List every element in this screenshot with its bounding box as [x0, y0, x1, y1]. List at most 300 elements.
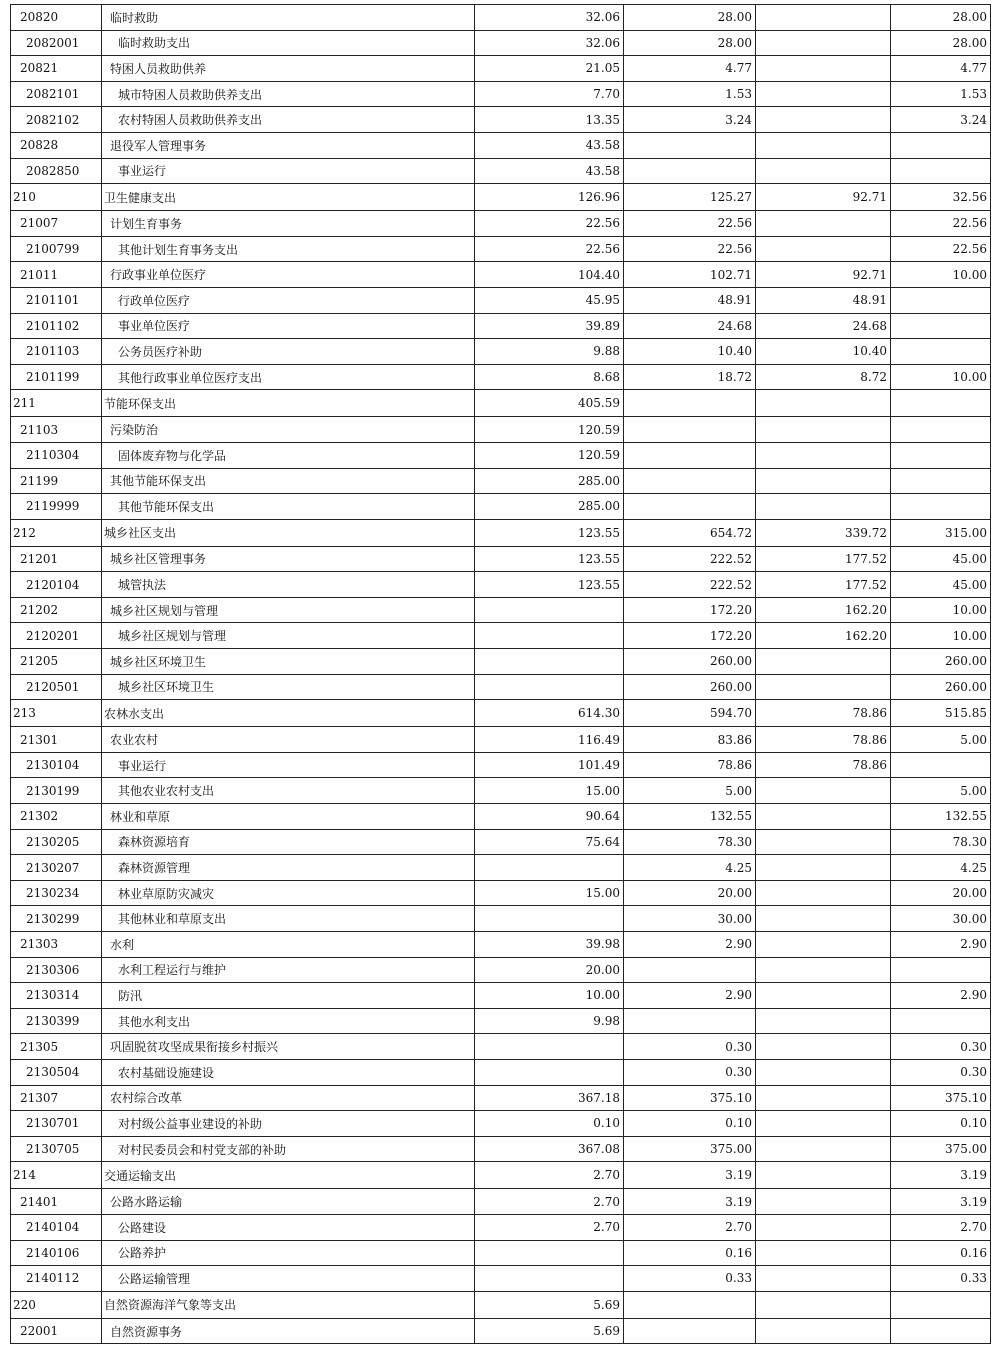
value-col-1: 45.95 — [475, 287, 624, 313]
value-col-2: 594.70 — [624, 700, 756, 727]
value-col-3: 10.40 — [756, 339, 891, 365]
value-col-4: 3.24 — [891, 107, 991, 133]
subject-code: 2140104 — [11, 1214, 102, 1240]
subject-name: 自然资源事务 — [102, 1318, 475, 1344]
value-col-2: 28.00 — [624, 30, 756, 56]
value-col-3 — [756, 983, 891, 1009]
value-col-3 — [756, 236, 891, 262]
value-col-1: 90.64 — [475, 804, 624, 830]
value-col-3 — [756, 1111, 891, 1137]
table-row — [11, 287, 991, 313]
value-col-2: 4.25 — [624, 855, 756, 881]
value-col-2: 260.00 — [624, 649, 756, 675]
value-col-4 — [891, 957, 991, 983]
value-col-1: 8.68 — [475, 364, 624, 390]
table-row — [11, 494, 991, 520]
value-col-2 — [624, 1008, 756, 1034]
value-col-3 — [756, 56, 891, 82]
subject-code: 2101199 — [11, 364, 102, 390]
value-col-2: 22.56 — [624, 236, 756, 262]
value-col-3 — [756, 1008, 891, 1034]
subject-name: 行政事业单位医疗 — [102, 262, 475, 288]
value-col-2: 0.16 — [624, 1240, 756, 1266]
table-row — [11, 752, 991, 778]
table-row — [11, 546, 991, 572]
value-col-4: 0.16 — [891, 1240, 991, 1266]
value-col-3 — [756, 132, 891, 158]
table-row — [11, 211, 991, 237]
value-col-4 — [891, 287, 991, 313]
value-col-2: 20.00 — [624, 880, 756, 906]
table-row — [11, 623, 991, 649]
table-row — [11, 262, 991, 288]
value-col-4: 315.00 — [891, 519, 991, 546]
value-col-4: 22.56 — [891, 236, 991, 262]
value-col-1: 22.56 — [475, 236, 624, 262]
value-col-4: 260.00 — [891, 674, 991, 700]
value-col-1: 9.98 — [475, 1008, 624, 1034]
value-col-3: 177.52 — [756, 546, 891, 572]
value-col-1: 116.49 — [475, 727, 624, 753]
subject-code: 2130104 — [11, 752, 102, 778]
table-row — [11, 1318, 991, 1344]
subject-name: 城乡社区管理事务 — [102, 546, 475, 572]
subject-name: 城乡社区规划与管理 — [102, 623, 475, 649]
value-col-4 — [891, 1291, 991, 1318]
value-col-3 — [756, 1059, 891, 1085]
table-row — [11, 1008, 991, 1034]
subject-name: 事业单位医疗 — [102, 313, 475, 339]
value-col-1: 0.10 — [475, 1111, 624, 1137]
subject-code: 2101102 — [11, 313, 102, 339]
value-col-2: 172.20 — [624, 623, 756, 649]
value-col-3 — [756, 906, 891, 932]
subject-code: 2130705 — [11, 1136, 102, 1162]
subject-name: 其他行政事业单位医疗支出 — [102, 364, 475, 390]
value-col-3 — [756, 158, 891, 184]
subject-name: 水利工程运行与维护 — [102, 957, 475, 983]
subject-code: 21199 — [11, 468, 102, 494]
subject-code: 2082102 — [11, 107, 102, 133]
value-col-2: 132.55 — [624, 804, 756, 830]
value-col-2: 3.24 — [624, 107, 756, 133]
value-col-1 — [475, 1059, 624, 1085]
value-col-3 — [756, 957, 891, 983]
subject-name: 其他水利支出 — [102, 1008, 475, 1034]
subject-code: 214 — [11, 1162, 102, 1189]
subject-name: 其他计划生育事务支出 — [102, 236, 475, 262]
subject-name: 城乡社区环境卫生 — [102, 674, 475, 700]
table-row — [11, 81, 991, 107]
value-col-3: 78.86 — [756, 700, 891, 727]
value-col-2: 5.00 — [624, 778, 756, 804]
value-col-3 — [756, 1162, 891, 1189]
value-col-1: 2.70 — [475, 1214, 624, 1240]
table-row — [11, 778, 991, 804]
value-col-2: 172.20 — [624, 597, 756, 623]
table-row — [11, 1059, 991, 1085]
subject-code: 211 — [11, 390, 102, 417]
value-col-4 — [891, 132, 991, 158]
value-col-3 — [756, 1189, 891, 1215]
subject-name: 公路运输管理 — [102, 1266, 475, 1292]
subject-code: 220 — [11, 1291, 102, 1318]
value-col-4: 132.55 — [891, 804, 991, 830]
subject-code: 2130306 — [11, 957, 102, 983]
value-col-4: 0.33 — [891, 1266, 991, 1292]
value-col-1: 15.00 — [475, 880, 624, 906]
subject-code: 21302 — [11, 804, 102, 830]
value-col-2: 83.86 — [624, 727, 756, 753]
table-row — [11, 957, 991, 983]
value-col-4: 28.00 — [891, 30, 991, 56]
table-row — [11, 674, 991, 700]
value-col-1: 120.59 — [475, 417, 624, 443]
value-col-1 — [475, 623, 624, 649]
table-row — [11, 1162, 991, 1189]
value-col-2: 0.33 — [624, 1266, 756, 1292]
value-col-4: 0.30 — [891, 1034, 991, 1060]
value-col-3: 177.52 — [756, 572, 891, 598]
subject-name: 计划生育事务 — [102, 211, 475, 237]
value-col-1: 9.88 — [475, 339, 624, 365]
value-col-4: 260.00 — [891, 649, 991, 675]
subject-code: 213 — [11, 700, 102, 727]
table-row — [11, 468, 991, 494]
subject-code: 21011 — [11, 262, 102, 288]
value-col-1: 126.96 — [475, 184, 624, 211]
value-col-1 — [475, 855, 624, 881]
value-col-3: 78.86 — [756, 727, 891, 753]
subject-name: 城乡社区规划与管理 — [102, 597, 475, 623]
subject-name: 城乡社区环境卫生 — [102, 649, 475, 675]
table-row — [11, 132, 991, 158]
value-col-2: 78.30 — [624, 829, 756, 855]
subject-name: 森林资源管理 — [102, 855, 475, 881]
value-col-3 — [756, 494, 891, 520]
subject-name: 农林水支出 — [102, 700, 475, 727]
value-col-3 — [756, 5, 891, 31]
table-row — [11, 519, 991, 546]
value-col-2: 2.90 — [624, 983, 756, 1009]
table-row — [11, 983, 991, 1009]
value-col-3 — [756, 932, 891, 958]
value-col-4: 3.19 — [891, 1162, 991, 1189]
table-row — [11, 1240, 991, 1266]
budget-expenditure-table — [10, 4, 991, 1344]
subject-name: 公路养护 — [102, 1240, 475, 1266]
subject-code: 2101103 — [11, 339, 102, 365]
table-row — [11, 1136, 991, 1162]
subject-name: 节能环保支出 — [102, 390, 475, 417]
subject-name: 其他节能环保支出 — [102, 494, 475, 520]
value-col-2: 0.10 — [624, 1111, 756, 1137]
subject-name: 城管执法 — [102, 572, 475, 598]
value-col-4: 0.30 — [891, 1059, 991, 1085]
subject-code: 2130314 — [11, 983, 102, 1009]
value-col-1: 10.00 — [475, 983, 624, 1009]
subject-code: 21401 — [11, 1189, 102, 1215]
value-col-3: 92.71 — [756, 262, 891, 288]
value-col-3 — [756, 855, 891, 881]
value-col-2: 30.00 — [624, 906, 756, 932]
subject-name: 临时救助 — [102, 5, 475, 31]
value-col-1: 75.64 — [475, 829, 624, 855]
value-col-4: 10.00 — [891, 262, 991, 288]
table-row — [11, 158, 991, 184]
table-row — [11, 1189, 991, 1215]
subject-code: 2082101 — [11, 81, 102, 107]
value-col-3 — [756, 1240, 891, 1266]
value-col-1: 123.55 — [475, 519, 624, 546]
value-col-4 — [891, 442, 991, 468]
subject-name: 森林资源培育 — [102, 829, 475, 855]
value-col-3 — [756, 829, 891, 855]
table-row — [11, 572, 991, 598]
value-col-1: 15.00 — [475, 778, 624, 804]
subject-name: 农业农村 — [102, 727, 475, 753]
budget-table-sheet — [10, 4, 990, 1344]
subject-code: 21301 — [11, 727, 102, 753]
value-col-4 — [891, 417, 991, 443]
table-row — [11, 1291, 991, 1318]
value-col-2: 28.00 — [624, 5, 756, 31]
subject-name: 对村民委员会和村党支部的补助 — [102, 1136, 475, 1162]
value-col-2: 24.68 — [624, 313, 756, 339]
subject-code: 2120104 — [11, 572, 102, 598]
subject-code: 21305 — [11, 1034, 102, 1060]
value-col-4: 0.10 — [891, 1111, 991, 1137]
value-col-3 — [756, 649, 891, 675]
value-col-1: 13.35 — [475, 107, 624, 133]
value-col-3 — [756, 880, 891, 906]
value-col-4: 10.00 — [891, 364, 991, 390]
table-row — [11, 1111, 991, 1137]
subject-name: 自然资源海洋气象等支出 — [102, 1291, 475, 1318]
table-row — [11, 1085, 991, 1111]
value-col-4: 10.00 — [891, 623, 991, 649]
value-col-4: 515.85 — [891, 700, 991, 727]
subject-name: 其他节能环保支出 — [102, 468, 475, 494]
table-row — [11, 855, 991, 881]
subject-code: 2130701 — [11, 1111, 102, 1137]
value-col-3 — [756, 1034, 891, 1060]
value-col-3 — [756, 1085, 891, 1111]
value-col-1: 32.06 — [475, 5, 624, 31]
subject-name: 卫生健康支出 — [102, 184, 475, 211]
value-col-4: 375.00 — [891, 1136, 991, 1162]
value-col-3: 8.72 — [756, 364, 891, 390]
value-col-4: 2.90 — [891, 983, 991, 1009]
value-col-4: 1.53 — [891, 81, 991, 107]
value-col-3: 162.20 — [756, 597, 891, 623]
value-col-1: 405.59 — [475, 390, 624, 417]
value-col-3 — [756, 417, 891, 443]
value-col-4: 5.00 — [891, 727, 991, 753]
value-col-2 — [624, 390, 756, 417]
value-col-3: 48.91 — [756, 287, 891, 313]
table-row — [11, 56, 991, 82]
table-row — [11, 906, 991, 932]
value-col-3 — [756, 81, 891, 107]
value-col-1: 39.89 — [475, 313, 624, 339]
subject-code: 2120501 — [11, 674, 102, 700]
subject-code: 210 — [11, 184, 102, 211]
value-col-2: 3.19 — [624, 1189, 756, 1215]
subject-code: 21201 — [11, 546, 102, 572]
value-col-1: 21.05 — [475, 56, 624, 82]
value-col-1: 22.56 — [475, 211, 624, 237]
value-col-4: 375.10 — [891, 1085, 991, 1111]
value-col-4: 4.25 — [891, 855, 991, 881]
value-col-1: 7.70 — [475, 81, 624, 107]
subject-name: 农村基础设施建设 — [102, 1059, 475, 1085]
table-row — [11, 597, 991, 623]
subject-code: 2130234 — [11, 880, 102, 906]
value-col-3 — [756, 468, 891, 494]
value-col-1: 104.40 — [475, 262, 624, 288]
value-col-1: 120.59 — [475, 442, 624, 468]
value-col-3 — [756, 804, 891, 830]
value-col-4: 45.00 — [891, 546, 991, 572]
value-col-2 — [624, 417, 756, 443]
value-col-1 — [475, 906, 624, 932]
value-col-2 — [624, 132, 756, 158]
subject-code: 21202 — [11, 597, 102, 623]
value-col-3 — [756, 778, 891, 804]
table-row — [11, 313, 991, 339]
table-row — [11, 107, 991, 133]
value-col-4: 28.00 — [891, 5, 991, 31]
table-row — [11, 1266, 991, 1292]
subject-code: 2082850 — [11, 158, 102, 184]
subject-name: 其他林业和草原支出 — [102, 906, 475, 932]
value-col-1: 285.00 — [475, 494, 624, 520]
value-col-3 — [756, 211, 891, 237]
table-row — [11, 442, 991, 468]
subject-name: 防汛 — [102, 983, 475, 1009]
subject-name: 林业草原防灾减灾 — [102, 880, 475, 906]
value-col-2: 102.71 — [624, 262, 756, 288]
value-col-4 — [891, 494, 991, 520]
subject-code: 2100799 — [11, 236, 102, 262]
value-col-3: 78.86 — [756, 752, 891, 778]
value-col-3: 339.72 — [756, 519, 891, 546]
value-col-3: 24.68 — [756, 313, 891, 339]
subject-name: 林业和草原 — [102, 804, 475, 830]
value-col-4 — [891, 390, 991, 417]
value-col-1: 101.49 — [475, 752, 624, 778]
value-col-1: 5.69 — [475, 1291, 624, 1318]
subject-code: 20821 — [11, 56, 102, 82]
value-col-4: 45.00 — [891, 572, 991, 598]
value-col-2: 0.30 — [624, 1059, 756, 1085]
subject-name: 农村综合改革 — [102, 1085, 475, 1111]
value-col-2: 78.86 — [624, 752, 756, 778]
table-row — [11, 364, 991, 390]
value-col-2: 222.52 — [624, 546, 756, 572]
value-col-1 — [475, 649, 624, 675]
subject-code: 2130299 — [11, 906, 102, 932]
table-row — [11, 880, 991, 906]
table-body — [11, 5, 991, 1344]
subject-name: 巩固脱贫攻坚成果衔接乡村振兴 — [102, 1034, 475, 1060]
subject-code: 20820 — [11, 5, 102, 31]
value-col-2 — [624, 158, 756, 184]
subject-code: 20828 — [11, 132, 102, 158]
subject-code: 2120201 — [11, 623, 102, 649]
value-col-1: 285.00 — [475, 468, 624, 494]
value-col-3 — [756, 1136, 891, 1162]
value-col-2: 0.30 — [624, 1034, 756, 1060]
value-col-2 — [624, 468, 756, 494]
subject-code: 2101101 — [11, 287, 102, 313]
subject-name: 公路建设 — [102, 1214, 475, 1240]
table-row — [11, 727, 991, 753]
value-col-4: 5.00 — [891, 778, 991, 804]
value-col-3 — [756, 1266, 891, 1292]
table-row — [11, 5, 991, 31]
value-col-2: 10.40 — [624, 339, 756, 365]
subject-code: 21307 — [11, 1085, 102, 1111]
value-col-2: 1.53 — [624, 81, 756, 107]
value-col-4: 30.00 — [891, 906, 991, 932]
value-col-4: 32.56 — [891, 184, 991, 211]
subject-name: 行政单位医疗 — [102, 287, 475, 313]
table-row — [11, 236, 991, 262]
table-row — [11, 30, 991, 56]
value-col-4 — [891, 313, 991, 339]
value-col-2: 375.10 — [624, 1085, 756, 1111]
value-col-1: 367.08 — [475, 1136, 624, 1162]
table-row — [11, 417, 991, 443]
value-col-2: 18.72 — [624, 364, 756, 390]
value-col-4: 4.77 — [891, 56, 991, 82]
value-col-1: 614.30 — [475, 700, 624, 727]
subject-name: 城市特困人员救助供养支出 — [102, 81, 475, 107]
subject-name: 城乡社区支出 — [102, 519, 475, 546]
value-col-1: 367.18 — [475, 1085, 624, 1111]
value-col-4: 3.19 — [891, 1189, 991, 1215]
value-col-1: 2.70 — [475, 1162, 624, 1189]
value-col-2: 22.56 — [624, 211, 756, 237]
subject-name: 其他农业农村支出 — [102, 778, 475, 804]
value-col-1: 20.00 — [475, 957, 624, 983]
value-col-2: 2.90 — [624, 932, 756, 958]
subject-code: 2130199 — [11, 778, 102, 804]
subject-code: 21303 — [11, 932, 102, 958]
value-col-4: 22.56 — [891, 211, 991, 237]
table-row — [11, 829, 991, 855]
value-col-3 — [756, 390, 891, 417]
value-col-2 — [624, 1318, 756, 1344]
subject-name: 公务员医疗补助 — [102, 339, 475, 365]
value-col-3: 92.71 — [756, 184, 891, 211]
value-col-1: 5.69 — [475, 1318, 624, 1344]
value-col-1 — [475, 1266, 624, 1292]
value-col-4 — [891, 339, 991, 365]
subject-code: 2130207 — [11, 855, 102, 881]
value-col-4: 2.70 — [891, 1214, 991, 1240]
subject-code: 22001 — [11, 1318, 102, 1344]
value-col-1: 32.06 — [475, 30, 624, 56]
value-col-3 — [756, 1214, 891, 1240]
value-col-2: 260.00 — [624, 674, 756, 700]
subject-name: 固体废弃物与化学品 — [102, 442, 475, 468]
subject-code: 21007 — [11, 211, 102, 237]
value-col-2: 4.77 — [624, 56, 756, 82]
value-col-1: 39.98 — [475, 932, 624, 958]
